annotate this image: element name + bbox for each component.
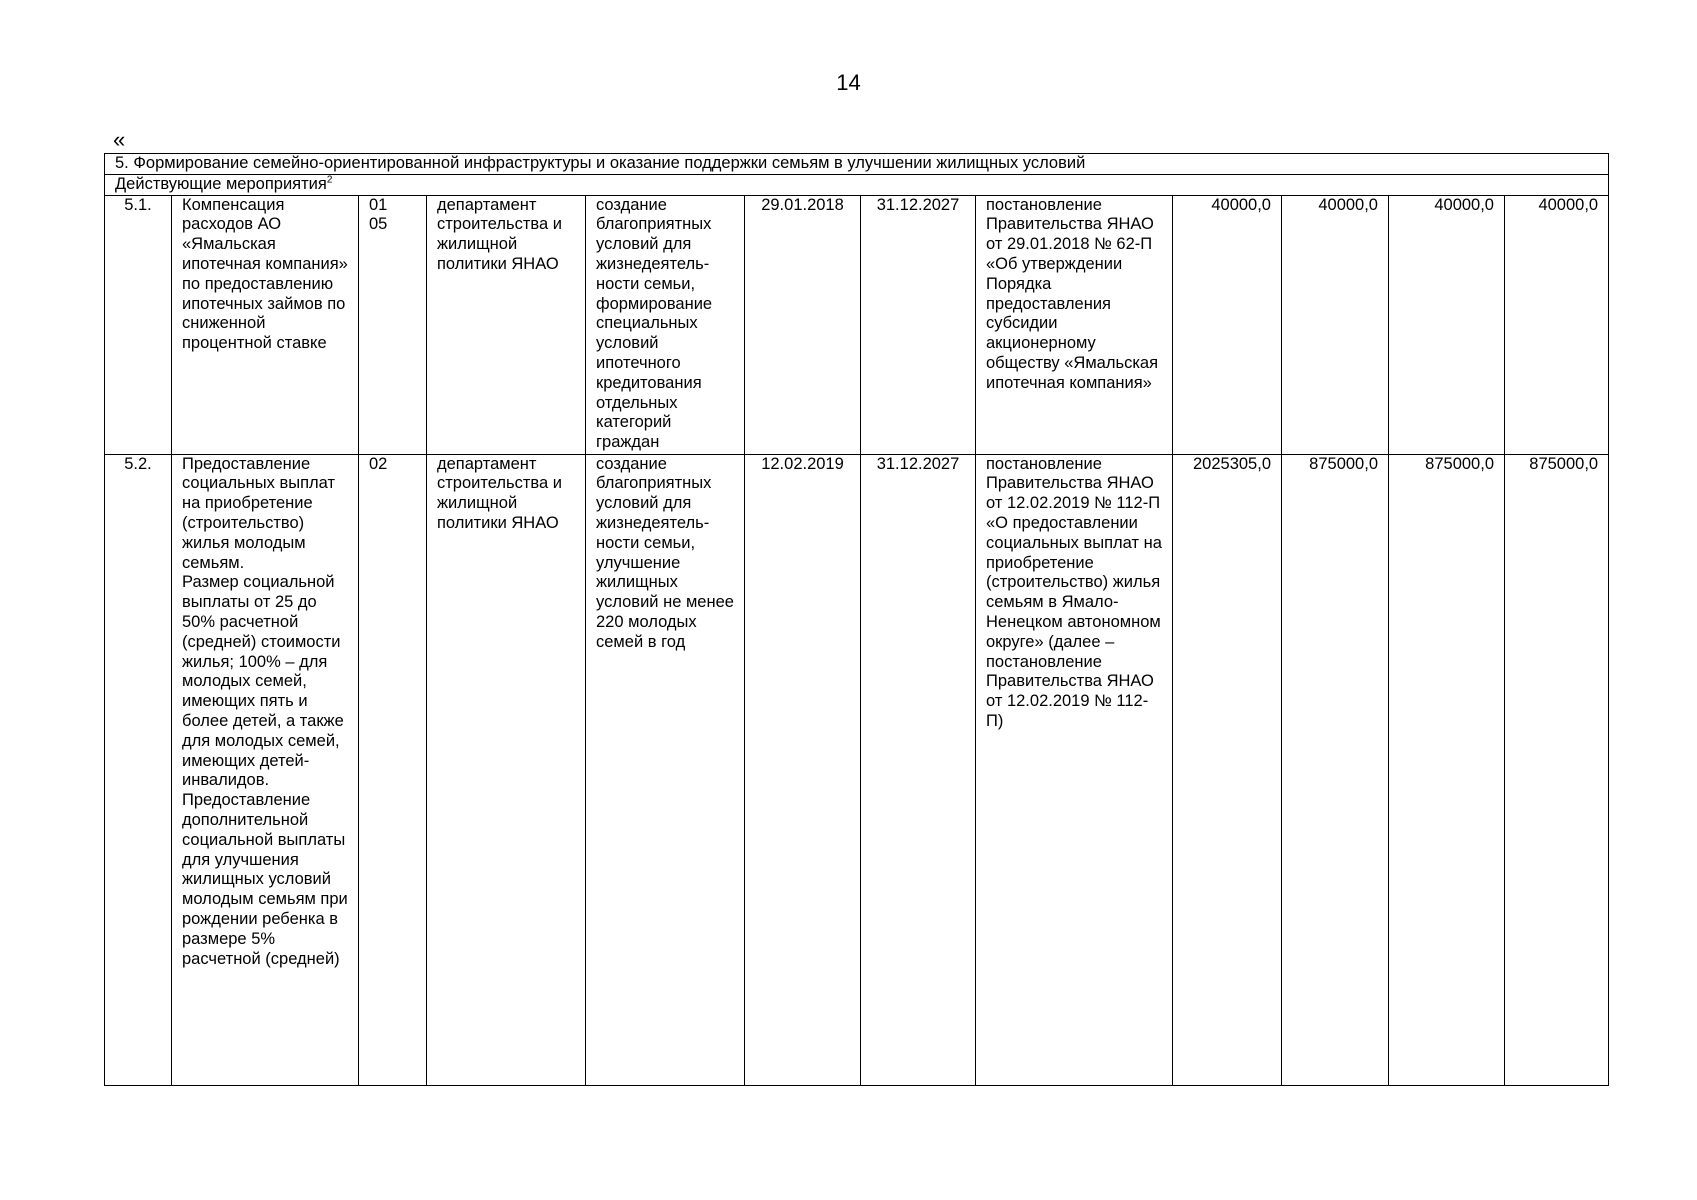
funding-value-2: 875000,0 bbox=[1282, 454, 1389, 1085]
funding-value-1: 2025305,0 bbox=[1173, 454, 1282, 1085]
expected-result: создание благоприятных условий для жизнедеятель-ности семьи, формирование специальных условий ипотечного кредитования отдельных категорий граждан bbox=[586, 195, 745, 454]
funding-value-4: 875000,0 bbox=[1505, 454, 1609, 1085]
executor: департамент строительства и жилищной политики ЯНАО bbox=[427, 454, 586, 1085]
page-number: 14 bbox=[836, 70, 861, 95]
row-number: 5.1. bbox=[105, 195, 172, 454]
footnote-marker: 2 bbox=[326, 174, 333, 186]
subsection-label: Действующие мероприятия bbox=[115, 174, 327, 193]
legal-document: постановление Правительства ЯНАО от 29.01.2018 № 62-П «Об утверждении Порядка предоставления субсидии акционерному обществу «Ямальская ипотечная компания» bbox=[976, 195, 1173, 454]
funding-value-4: 40000,0 bbox=[1505, 195, 1609, 454]
funding-value-3: 40000,0 bbox=[1389, 195, 1505, 454]
measures-table bbox=[104, 153, 1609, 1086]
expected-result: создание благоприятных условий для жизнедеятель-ности семьи, улучшение жилищных условий не менее 220 молодых семей в год bbox=[586, 454, 745, 1085]
budget-code: 01 05 bbox=[359, 195, 427, 454]
executor: департамент строительства и жилищной политики ЯНАО bbox=[427, 195, 586, 454]
start-date: 12.02.2019 bbox=[745, 454, 861, 1085]
section-header-row bbox=[105, 154, 1609, 175]
subsection-header-row bbox=[105, 174, 1609, 195]
table-row bbox=[105, 195, 1609, 454]
measure-name: Предоставление социальных выплат на приобретение (строительство) жилья молодым семьям. Размер социальной выплаты от 25 до 50% расчетной (средней) стоимости жилья; 100% – для молодых семей, имеющих пять и более детей, а также для молодых семей, имеющих детей-инвалидов. Предоставление дополнительной социальной выплаты для улучшения жилищных условий молодым семьям при рождении ребенка в размере 5% расчетной (средней) bbox=[172, 454, 359, 1085]
end-date: 31.12.2027 bbox=[861, 195, 976, 454]
funding-value-2: 40000,0 bbox=[1282, 195, 1389, 454]
opening-quote-mark: « bbox=[113, 127, 126, 152]
legal-document: постановление Правительства ЯНАО от 12.02.2019 № 112-П «О предоставлении социальных выплат на приобретение (строительство) жилья семьям в Ямало-Ненецком автономном округе» (далее – постановление Правительства ЯНАО от 12.02.2019 № 112-П) bbox=[976, 454, 1173, 1085]
measure-name: Компенсация расходов АО «Ямальская ипотечная компания» по предоставлению ипотечных займов по сниженной процентной ставке bbox=[172, 195, 359, 454]
subsection-title bbox=[105, 174, 1609, 195]
start-date: 29.01.2018 bbox=[745, 195, 861, 454]
end-date: 31.12.2027 bbox=[861, 454, 976, 1085]
section-title: 5. Формирование семейно-ориентированной инфраструктуры и оказание поддержки семьям в улучшении жилищных условий bbox=[105, 154, 1609, 175]
funding-value-1: 40000,0 bbox=[1173, 195, 1282, 454]
table-row bbox=[105, 454, 1609, 1085]
funding-value-3: 875000,0 bbox=[1389, 454, 1505, 1085]
budget-code: 02 bbox=[359, 454, 427, 1085]
row-number: 5.2. bbox=[105, 454, 172, 1085]
